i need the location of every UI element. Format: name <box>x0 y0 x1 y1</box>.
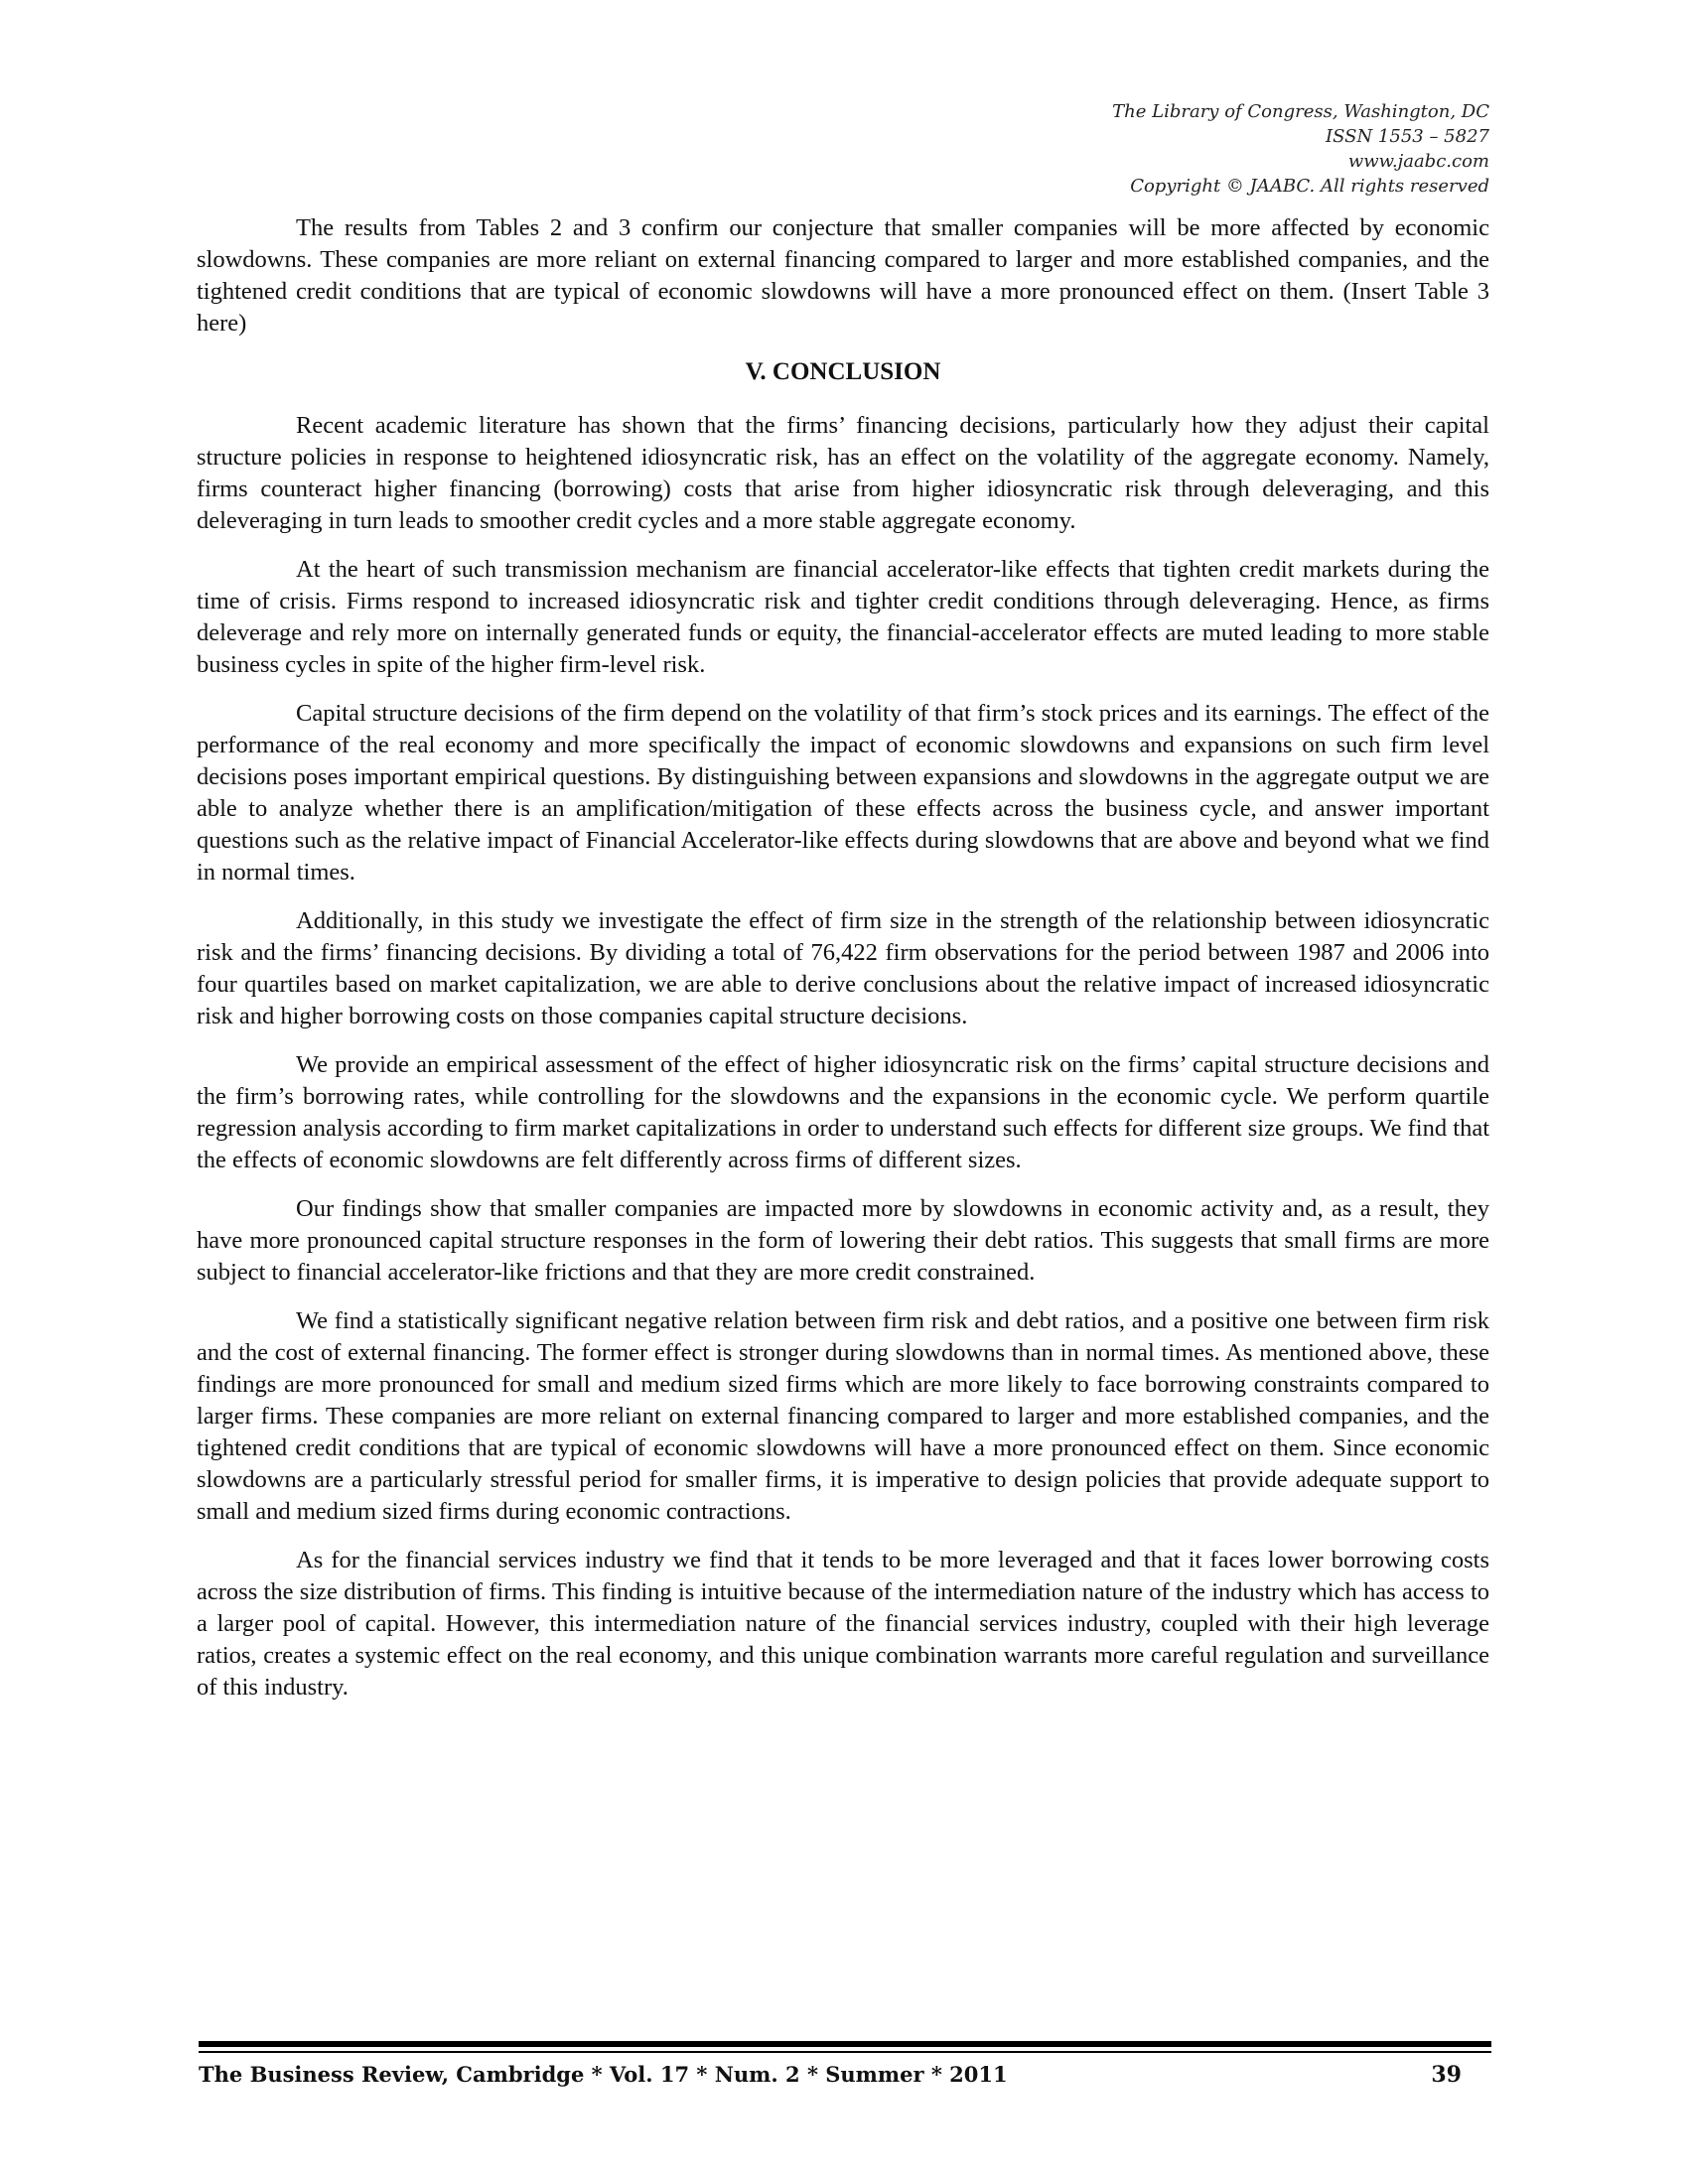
header-library-line: The Library of Congress, Washington, DC <box>1112 101 1489 122</box>
running-header <box>1043 99 1489 199</box>
paragraph: We provide an empirical assessment of the effect of higher idiosyncratic risk on the firms’ capital structure decisions and the firm’s borrowing rates, while controlling for the slowdowns and the expansions in the economic cycle. We perform quartile regression analysis according to firm market capitalizations in order to understand such effects for different size groups. We find that the effects of economic slowdowns are felt differently across firms of different sizes. <box>197 1051 1489 1173</box>
section-heading: V. CONCLUSION <box>745 358 941 385</box>
paragraph: At the heart of such transmission mechanism are financial accelerator-like effects that tighten credit markets during the time of crisis. Firms respond to increased idiosyncratic risk and tighter credit conditions through deleveraging. Hence, as firms deleverage and rely more on internally generated funds or equity, the financial-accelerator effects are muted leading to more stable business cycles in spite of the higher firm-level risk. <box>197 556 1489 678</box>
paragraph: Recent academic literature has shown that the firms’ financing decisions, particularly how they adjust their capital structure policies in response to heightened idiosyncratic risk, has an effect on the volatility of the aggregate economy. Namely, firms counteract higher financing (borrowing) costs that arise from higher idiosyncratic risk through deleveraging, and this deleveraging in turn leads to smoother credit cycles and a more stable aggregate economy. <box>197 412 1489 534</box>
footer-journal-citation: The Business Review, Cambridge * Vol. 17 * Num. 2 * Summer * 2011 <box>199 2062 1008 2087</box>
header-issn-line: ISSN 1553 – 5827 <box>1326 126 1489 147</box>
page-number: 39 <box>1431 2062 1462 2088</box>
footer-rule-thick <box>199 2041 1491 2047</box>
paragraph-intro: The results from Tables 2 and 3 confirm our conjecture that smaller companies will be more affected by economic slowdowns. These companies are more reliant on external financing compared to larger and more established companies, and the tightened credit conditions that are typical of economic slowdowns will have a more pronounced effect on them. (Insert Table 3 here) <box>197 214 1489 337</box>
paragraph: As for the financial services industry we find that it tends to be more leveraged and that it faces lower borrowing costs across the size distribution of firms. This finding is intuitive because of the intermediation nature of the industry which has access to a larger pool of capital. However, this intermediation nature of the financial services industry, coupled with their high leverage ratios, creates a systemic effect on the real economy, and this unique combination warrants more careful regulation and surveillance of this industry. <box>197 1547 1489 1701</box>
paragraph: We find a statistically significant negative relation between firm risk and debt ratios, and a positive one between firm risk and the cost of external financing. The former effect is stronger during slowdowns than in normal times. As mentioned above, these findings are more pronounced for small and medium sized firms which are more likely to face borrowing constraints compared to larger firms. These companies are more reliant on external financing compared to larger and more established companies, and the tightened credit conditions that are typical of economic slowdowns will have a more pronounced effect on them. Since economic slowdowns are a particularly stressful period for smaller firms, it is imperative to design policies that provide adequate support to small and medium sized firms during economic contractions. <box>197 1307 1489 1525</box>
header-copyright-line: Copyright © JAABC. All rights reserved <box>1130 176 1489 197</box>
paragraph: Our findings show that smaller companies are impacted more by slowdowns in economic activity and, as a result, they have more pronounced capital structure responses in the form of lowering their debt ratios. This suggests that small firms are more subject to financial accelerator-like frictions and that they are more credit constrained. <box>197 1195 1489 1286</box>
article-body <box>197 212 1489 1720</box>
footer-rule-thin <box>199 2051 1491 2053</box>
paragraph: Capital structure decisions of the firm depend on the volatility of that firm’s stock prices and its earnings. The effect of the performance of the real economy and more specifically the impact of economic slowdowns and expansions on such firm level decisions poses important empirical questions. By distinguishing between expansions and slowdowns in the aggregate output we are able to analyze whether there is an amplification/mitigation of these effects across the business cycle, and answer important questions such as the relative impact of Financial Accelerator-like effects during slowdowns that are above and beyond what we find in normal times. <box>197 700 1489 886</box>
paragraph: Additionally, in this study we investigate the effect of firm size in the strength of the relationship between idiosyncratic risk and the firms’ financing decisions. By dividing a total of 76,422 firm observations for the period between 1987 and 2006 into four quartiles based on market capitalization, we are able to derive conclusions about the relative impact of increased idiosyncratic risk and higher borrowing costs on those companies capital structure decisions. <box>197 907 1489 1029</box>
header-website-line: www.jaabc.com <box>1347 151 1489 172</box>
